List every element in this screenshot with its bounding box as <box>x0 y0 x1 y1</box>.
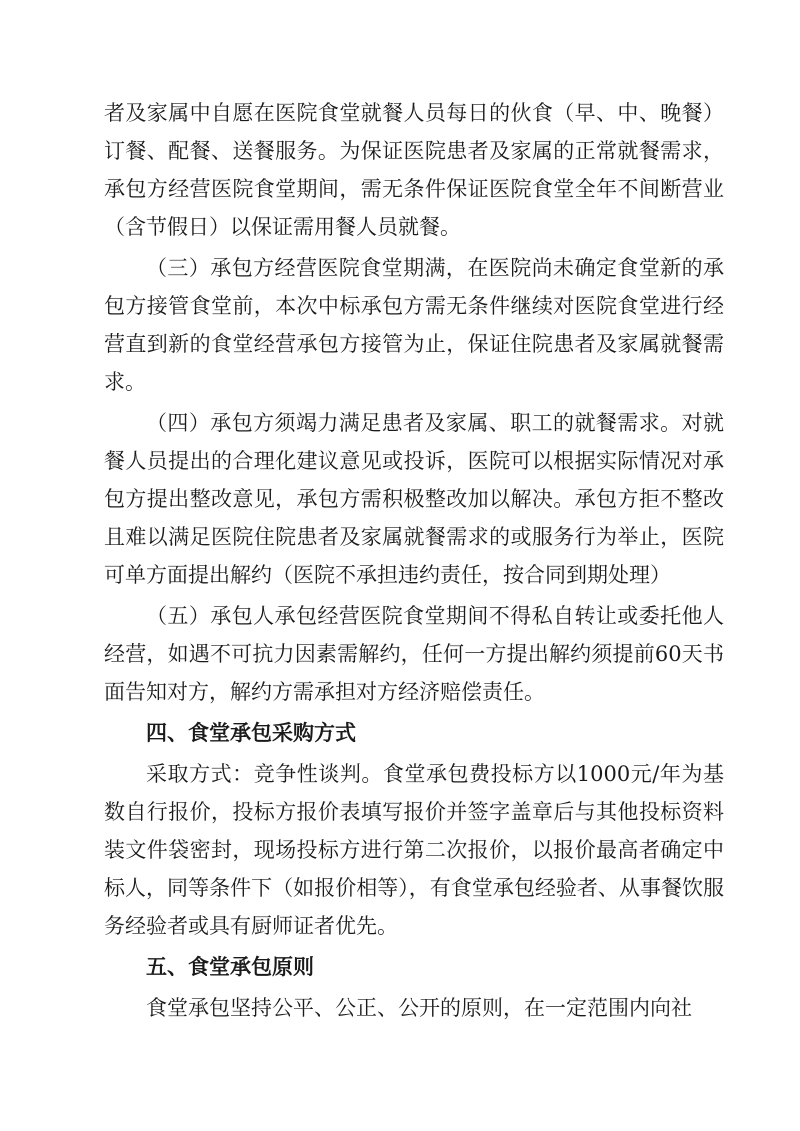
paragraph-procurement-method: 采取方式：竞争性谈判。食堂承包费投标方以1000元/年为基数自行报价，投标方报价表填写报价并签字盖章后与其他投标资料装文件袋密封，现场投标方进行第二次报价，以报价最高者确定中标人，同等条件下（如报价相等），有食堂承包经验者、从事餐饮服务经验者或具有厨师证者优先。 <box>104 762 724 938</box>
section-heading-contract-principles: 五、食堂承包原则 <box>146 955 314 979</box>
paragraph-clause-4: （四）承包方须竭力满足患者及家属、职工的就餐需求。对就餐人员提出的合理化建议意见或投诉，医院可以根据实际情况对承包方提出整改意见，承包方需积极整改加以解决。承包方拒不整改且难以满足医院住院患者及家属就餐需求的或服务行为举止，医院可单方面提出解约（医院不承担违约责任，按合同到期处理） <box>104 411 724 587</box>
paragraph-contract-principles: 食堂承包坚持公平、公正、公开的原则，在一定范围内向社 <box>146 996 692 1020</box>
document-body <box>104 94 724 1030</box>
paragraph-clause-5: （五）承包人承包经营医院食堂期间不得私自转让或委托他人经营，如遇不可抗力因素需解约，任何一方提出解约须提前60天书面告知对方，解约方需承担对方经济赔偿责任。 <box>104 604 724 704</box>
section-heading-procurement-method: 四、食堂承包采购方式 <box>146 721 356 745</box>
paragraph-clause-3: （三）承包方经营医院食堂期满，在医院尚未确定食堂新的承包方接管食堂前，本次中标承包方需无条件继续对医院食堂进行经营直到新的食堂经营承包方接管为止，保证住院患者及家属就餐需求。 <box>104 256 724 394</box>
paragraph-continued-service-scope: 者及家属中自愿在医院食堂就餐人员每日的伙食（早、中、晚餐）订餐、配餐、送餐服务。为保证医院患者及家属的正常就餐需求，承包方经营医院食堂期间，需无条件保证医院食堂全年不间断营业（含节假日）以保证需用餐人员就餐。 <box>104 101 724 239</box>
